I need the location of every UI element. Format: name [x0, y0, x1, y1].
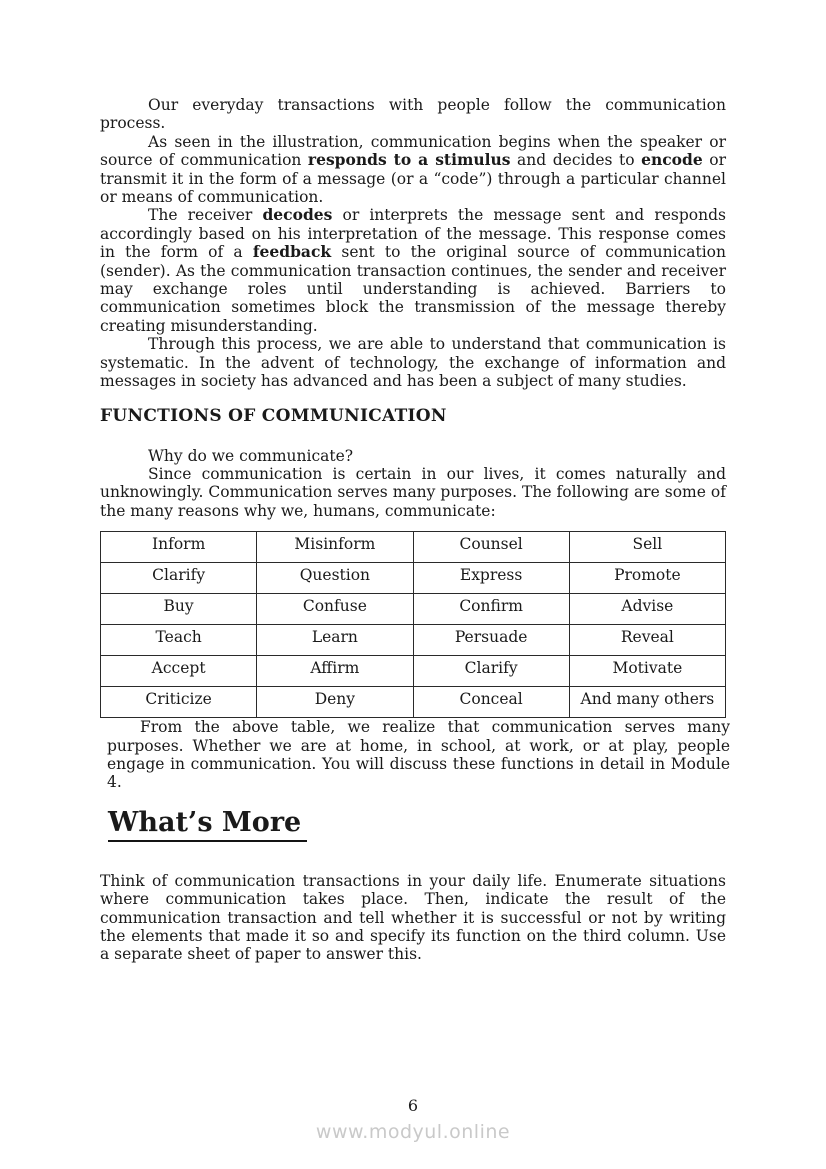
table-cell: Conceal — [413, 687, 569, 718]
table-row — [101, 656, 726, 687]
table-cell: Teach — [101, 625, 257, 656]
paragraph — [100, 872, 726, 964]
text-run: As seen in the illustration, communication begins when the speaker or source of communication — [100, 132, 726, 170]
table-cell: Reveal — [569, 625, 725, 656]
table-row — [101, 625, 726, 656]
whats-more-paragraphs — [100, 872, 726, 964]
table-cell: Sell — [569, 532, 725, 563]
table-cell: Clarify — [101, 563, 257, 594]
table-row — [101, 532, 726, 563]
paragraph — [107, 718, 730, 792]
bold-text-run: decodes — [262, 205, 333, 225]
text-run: Why do we communicate? — [148, 446, 354, 465]
functions-of-communication-heading: FUNCTIONS OF COMMUNICATION — [100, 405, 447, 426]
table-cell: Persuade — [413, 625, 569, 656]
paragraph — [100, 206, 726, 335]
table-cell: And many others — [569, 687, 725, 718]
table-cell: Confuse — [257, 594, 413, 625]
table-cell: Express — [413, 563, 569, 594]
page-content — [100, 96, 730, 964]
text-run: and decides to — [510, 151, 642, 170]
paragraph — [100, 447, 726, 465]
text-run: sent to the original source of communication (sender). As the communication transaction continues, the sender and receiver may exchange roles until understanding is achieved. Barriers to communication sometimes block the transmission of the message thereby creating misunderstanding. — [100, 243, 727, 335]
table-cell: Question — [257, 563, 413, 594]
table-cell: Counsel — [413, 532, 569, 563]
watermark: www.modyul.online — [315, 1121, 511, 1143]
table-cell: Clarify — [413, 656, 569, 687]
table-cell: Accept — [101, 656, 257, 687]
text-run: or transmit it in the form of a message (or a “code”) through a particular channel or means of communication. — [100, 151, 726, 207]
whats-more-section — [108, 807, 726, 842]
table-cell: Misinform — [257, 532, 413, 563]
table-row — [101, 687, 726, 718]
functions-paragraphs — [100, 447, 726, 521]
table-cell: Motivate — [569, 656, 725, 687]
table-cell: Criticize — [101, 687, 257, 718]
after-table-paragraphs — [100, 718, 730, 792]
page-number: 6 — [407, 1096, 419, 1115]
text-run: The receiver — [148, 206, 263, 225]
communication-functions-table — [100, 531, 726, 718]
text-run: or interprets the message sent and responds accordingly based on his interpretation of the message. This response comes in the form of a — [100, 206, 726, 262]
table-cell: Confirm — [413, 594, 569, 625]
table-cell: Inform — [101, 532, 257, 563]
table-cell: Buy — [101, 594, 257, 625]
whats-more-heading: What’s More — [108, 807, 307, 842]
text-run: Our everyday transactions with people follow the communication process. — [100, 96, 726, 133]
table-row — [101, 594, 726, 625]
table-cell: Learn — [257, 625, 413, 656]
intro-paragraphs — [100, 96, 726, 391]
table-row — [101, 563, 726, 594]
text-run: Since communication is certain in our lives, it comes naturally and unknowingly. Communication serves many purposes. The following are some of the many reasons why we, humans, communicate: — [100, 464, 726, 520]
text-run: Think of communication transactions in your daily life. Enumerate situations where communication takes place. Then, indicate the result of the communication transaction and tell whether it is successful or not by writing the elements that made it so and specify its function on the third column. Use a separate sheet of paper to answer this. — [100, 871, 726, 964]
table-cell: Promote — [569, 563, 725, 594]
table-cell: Affirm — [257, 656, 413, 687]
bold-text-run: feedback — [252, 242, 332, 262]
paragraph — [100, 465, 726, 520]
paragraph — [100, 335, 726, 390]
bold-text-run: encode — [641, 150, 703, 170]
paragraph — [100, 96, 726, 133]
bold-text-run: responds to a stimulus — [307, 150, 511, 170]
text-run: From the above table, we realize that communication serves many purposes. Whether we are at home, in school, at work, or at play, people engage in communication. You will discuss these functions in detail in Module 4. — [107, 718, 730, 792]
paragraph — [100, 133, 726, 207]
table-cell: Deny — [257, 687, 413, 718]
table-cell: Advise — [569, 594, 725, 625]
text-run: Through this process, we are able to understand that communication is systematic. In the advent of technology, the exchange of information and messages in society has advanced and has been a subject of many studies. — [100, 335, 726, 391]
